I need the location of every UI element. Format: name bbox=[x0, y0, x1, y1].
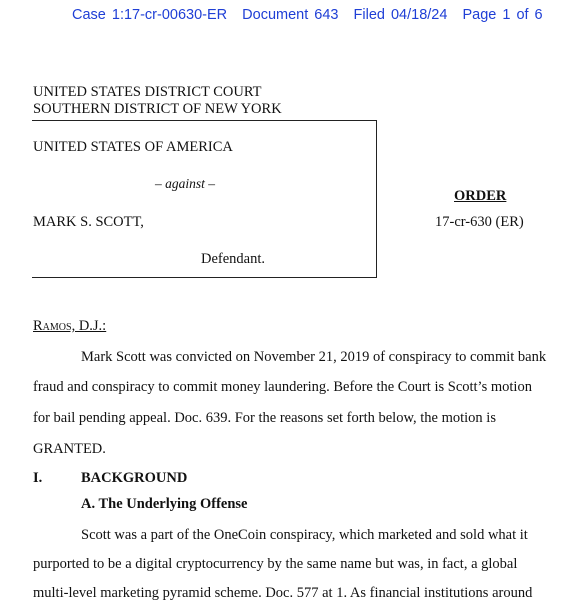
order-title: ORDER bbox=[454, 188, 507, 204]
paragraph1-line2: fraud and conspiracy to commit money laundering. Before the Court is Scott’s motion bbox=[33, 379, 532, 395]
ecf-document-number: Document 643 bbox=[242, 7, 339, 23]
judge-signature-line: Ramos, D.J.: bbox=[33, 318, 107, 334]
paragraph1-line4: GRANTED. bbox=[33, 441, 106, 457]
ecf-header bbox=[72, 7, 552, 23]
paragraph1-line3: for bail pending appeal. Doc. 639. For the reasons set forth below, the motion is bbox=[33, 410, 496, 426]
ecf-page-number: Page 1 of 6 bbox=[462, 7, 543, 23]
subsection-title: A. The Underlying Offense bbox=[81, 496, 248, 512]
caption-defendant-label: Defendant. bbox=[201, 251, 266, 267]
caption-plaintiff: UNITED STATES OF AMERICA bbox=[33, 139, 233, 155]
caption-defendant-name: MARK S. SCOTT, bbox=[33, 214, 144, 230]
paragraph2-line2: purported to be a digital cryptocurrency by the same name but was, in fact, a global bbox=[33, 556, 518, 572]
court-name-line2: SOUTHERN DISTRICT OF NEW YORK bbox=[33, 101, 282, 117]
ecf-filed-date: Filed 04/18/24 bbox=[353, 7, 448, 23]
paragraph2-line1: Scott was a part of the OneCoin conspiracy, which marketed and sold what it bbox=[81, 527, 528, 543]
order-case-number: 17-cr-630 (ER) bbox=[435, 214, 524, 230]
court-name-line1: UNITED STATES DISTRICT COURT bbox=[33, 84, 262, 100]
section-title: BACKGROUND bbox=[81, 470, 188, 486]
paragraph2-line3: multi-level marketing pyramid scheme. Doc. 577 at 1. As financial institutions around bbox=[33, 585, 533, 601]
ecf-case-number: Case 1:17-cr-00630-ER bbox=[72, 7, 228, 23]
caption-versus: – against – bbox=[155, 176, 216, 191]
section-number: I. bbox=[33, 470, 43, 486]
paragraph1-line1: Mark Scott was convicted on November 21, 2019 of conspiracy to commit bank bbox=[81, 349, 547, 365]
